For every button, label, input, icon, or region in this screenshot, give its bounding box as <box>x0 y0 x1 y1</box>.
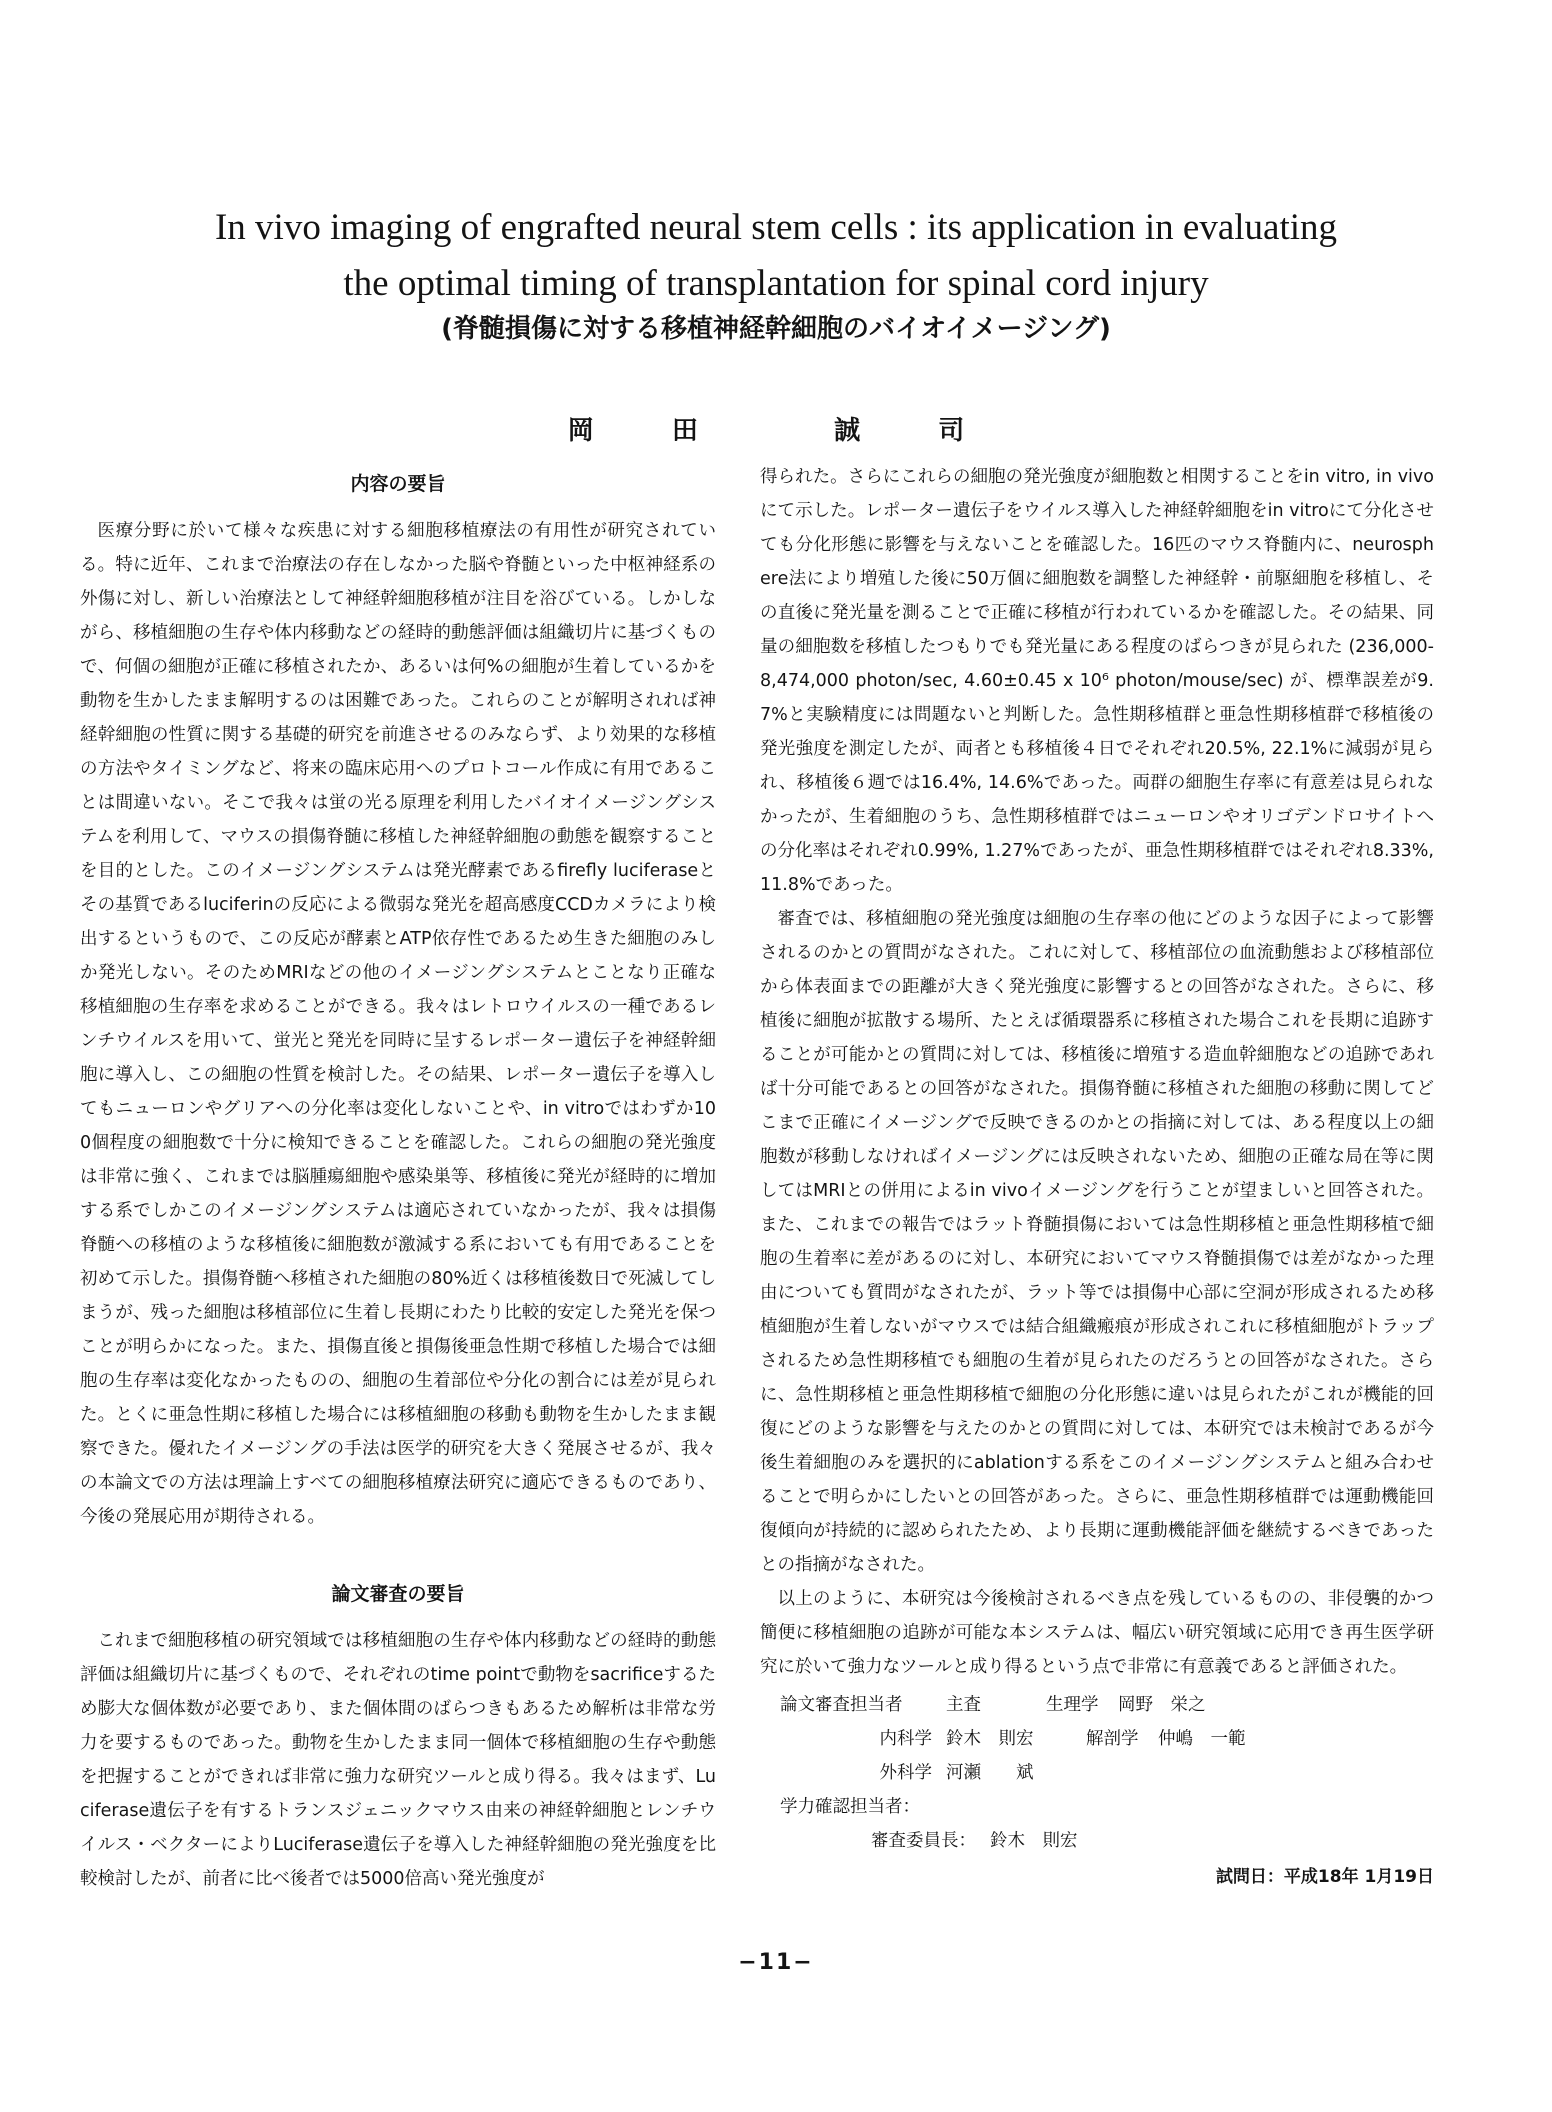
review-paragraph-right-1: 得られた。さらにこれらの細胞の発光強度が細胞数と相関することをin vitro, in vivoにて示した。レポーター遺伝子をウイルス導入した神経幹細胞をin vitroにて分化させても分化形態に影響を与えないことを確認した。16匹のマウス脊髄内に、neurosphere法により増殖した後に50万個に細胞数を調整した神経幹・前駆細胞を移植し、その直後に発光量を測ることで正確に移植が行われているかを確認した。その結果、同量の細胞数を移植したつもりでも発光量にある程度のばらつきが見られた (236,000-8,474,000 photon/sec, 4.60±0.45 x 10⁶ photon/mouse/sec) が、標準誤差が9.7%と実験精度には問題ないと判断した。急性期移植群と亜急性期移植群で移植後の発光強度を測定したが、両者とも移植後４日でそれぞれ20.5%, 22.1%に減弱が見られ、移植後６週では16.4%, 14.6%であった。両群の細胞生存率に有意差は見られなかったが、生着細胞のうち、急性期移植群ではニューロンやオリゴデンドロサイトへの分化率はそれぞれ0.99%, 1.27%であったが、亜急性期移植群ではそれぞれ8.33%, 11.8%であった。 <box>760 467 1434 895</box>
examiner-dept: 生理学 <box>1046 1695 1099 1715</box>
examiner-row <box>760 1790 1434 1824</box>
examiner-role: 主査 <box>946 1695 981 1715</box>
review-heading: 論文審査の要旨 <box>331 1583 465 1605</box>
examiner-label: 審査委員長： <box>871 1831 976 1851</box>
review-paragraph-right-2: 審査では、移植細胞の発光強度は細胞の生存率の他にどのような因子によって影響されるのかとの質問がなされた。これに対して、移植部位の血流動態および移植部位から体表面までの距離が大きく発光強度に影響するとの回答がなされた。さらに、移植後に細胞が拡散する場所、たとえば循環器系に移植された場合これを長期に追跡することが可能かとの質問に対しては、移植後に増殖する造血幹細胞などの追跡であれば十分可能であるとの回答がなされた。損傷脊髄に移植された細胞の移動に関してどこまで正確にイメージングで反映できるのかとの指摘に対しては、ある程度以上の細胞数が移動しなければイメージングには反映されないため、細胞の正確な局在等に関してはMRIとの併用によるin vivoイメージングを行うことが望ましいと回答された。また、これまでの報告ではラット脊髄損傷においては急性期移植と亜急性期移植で細胞の生着率に差があるのに対し、本研究においてマウス脊髄損傷では差がなかった理由についても質問がなされたが、ラット等では損傷中心部に空洞が形成されるため移植細胞が生着しないがマウスでは結合組織瘢痕が形成されこれに移植細胞がトラップされるため急性期移植でも細胞の生着が見られたのだろうとの回答がなされた。さらに、急性期移植と亜急性期移植で細胞の分化形態に違いは見られたがこれが機能的回復にどのような影響を与えたのかとの質問に対しては、本研究では未検討であるが今後生着細胞のみを選択的にablationする系をこのイメージングシステムと組み合わせることで明らかにしたいとの回答があった。さらに、亜急性期移植群では運動機能回復傾向が持続的に認められたため、より長期に運動機能評価を継続するべきであったとの指摘がなされた。 <box>760 909 1434 1575</box>
summary-paragraph: 医療分野に於いて様々な疾患に対する細胞移植療法の有用性が研究されている。特に近年、これまで治療法の存在しなかった脳や脊髄といった中枢神経系の外傷に対し、新しい治療法として神経幹細胞移植が注目を浴びている。しかしながら、移植細胞の生存や体内移動などの経時的動態評価は組織切片に基づくもので、何個の細胞が正確に移植されたか、あるいは何%の細胞が生着しているかを動物を生かしたまま解明するのは困難であった。これらのことが解明されれば神経幹細胞の性質に関する基礎的研究を前進させるのみならず、より効果的な移植の方法やタイミングなど、将来の臨床応用へのプロトコール作成に有用であることは間違いない。そこで我々は蛍の光る原理を利用したバイオイメージングシステムを利用して、マウスの損傷脊髄に移植した神経幹細胞の動態を観察することを目的とした。このイメージングシステムは発光酵素であるfirefly luciferaseとその基質であるluciferinの反応による微弱な発光を超高感度CCDカメラにより検出するというもので、この反応が酵素とATP依存性であるため生きた細胞のみしか発光しない。そのためMRIなどの他のイメージングシステムとことなり正確な移植細胞の生存率を求めることができる。我々はレトロウイルスの一種であるレンチウイルスを用いて、蛍光と発光を同時に呈するレポーター遺伝子を神経幹細胞に導入し、この細胞の性質を検討した。その結果、レポーター遺伝子を導入してもニューロンやグリアへの分化率は変化しないことや、in vitroではわずか100個程度の細胞数で十分に検知できることを確認した。これらの細胞の発光強度は非常に強く、これまでは脳腫瘍細胞や感染巣等、移植後に発光が経時的に増加する系でしかこのイメージングシステムは適応されていなかったが、我々は損傷脊髄への移植のような移植後に細胞数が激減する系においても有用であることを初めて示した。損傷脊髄へ移植された細胞の80%近くは移植後数日で死滅してしまうが、残った細胞は移植部位に生着し長期にわたり比較的安定した発光を保つことが明らかになった。また、損傷直後と損傷後亜急性期で移植した場合では細胞の生存率は変化なかったものの、細胞の生着部位や分化の割合には差が見られた。とくに亜急性期に移植した場合には移植細胞の移動も動物を生かしたまま観察できた。優れたイメージングの手法は医学的研究を大きく発展させるが、我々の本論文での方法は理論上すべての細胞移植療法研究に適応できるものであり、今後の発展応用が期待される。 <box>80 521 716 1527</box>
summary-heading: 内容の要旨 <box>350 473 446 495</box>
title-line-1: In vivo imaging of engrafted neural stem cells : its application in evaluating <box>214 207 1337 248</box>
page-number: −11− <box>738 1950 814 1975</box>
review-paragraph-right-3: 以上のように、本研究は今後検討されるべき点を残しているものの、非侵襲的かつ簡便に移植細胞の追跡が可能な本システムは、幅広い研究領域に応用でき再生医学研究に於いて強力なツールと成り得るという点で非常に有意義であると評価された。 <box>760 1589 1434 1677</box>
review-paragraph-left: これまで細胞移植の研究領域では移植細胞の生存や体内移動などの経時的動態評価は組織切片に基づくもので、それぞれのtime pointで動物をsacrificeするため膨大な個体数が必要であり、また個体間のばらつきもあるため解析は非常な労力を要するものであった。動物を生かしたまま同一個体で移植細胞の生存や動態を把握することができれば非常に強力な研究ツールと成り得る。我々はまず、Luciferase遺伝子を有するトランスジェニックマウス由来の神経幹細胞とレンチウイルス・ベクターによりLuciferase遺伝子を導入した神経幹細胞の発光強度を比較検討したが、前者に比べ後者では5000倍高い発光強度が <box>80 1631 716 1889</box>
examiner-name: 岡野 栄之 <box>1118 1695 1206 1715</box>
examiner-name: 仲嶋 一範 <box>1158 1729 1246 1749</box>
examiner-name: 鈴木 則宏 <box>990 1831 1078 1851</box>
examiner-dept: 内科学 <box>879 1729 932 1749</box>
examiner-row <box>760 1722 1434 1756</box>
examiner-dept: 解剖学 <box>1086 1729 1139 1749</box>
author-name: 岡 田 誠 司 <box>567 416 985 446</box>
japanese-subtitle: (脊髄損傷に対する移植神経幹細胞のバイオイメージング) <box>441 314 1111 344</box>
paper-title <box>110 200 1442 312</box>
left-column <box>80 460 716 2017</box>
title-line-2: the optimal timing of transplantation for spinal cord injury <box>343 263 1209 304</box>
exam-date: 試問日：平成18年 1月19日 <box>1215 1867 1434 1887</box>
examiner-name: 河瀬 斌 <box>946 1763 1034 1783</box>
examiner-dept: 外科学 <box>879 1763 932 1783</box>
right-column <box>760 460 1434 2017</box>
examiner-name: 鈴木 則宏 <box>946 1729 1034 1749</box>
examiner-row <box>760 1824 1434 1858</box>
examiner-row <box>760 1688 1434 1722</box>
examiner-label: 論文審査担当者 <box>780 1695 903 1715</box>
examiners-block <box>760 1688 1434 1858</box>
examiner-label: 学力確認担当者： <box>780 1797 920 1817</box>
examiner-row <box>760 1756 1434 1790</box>
